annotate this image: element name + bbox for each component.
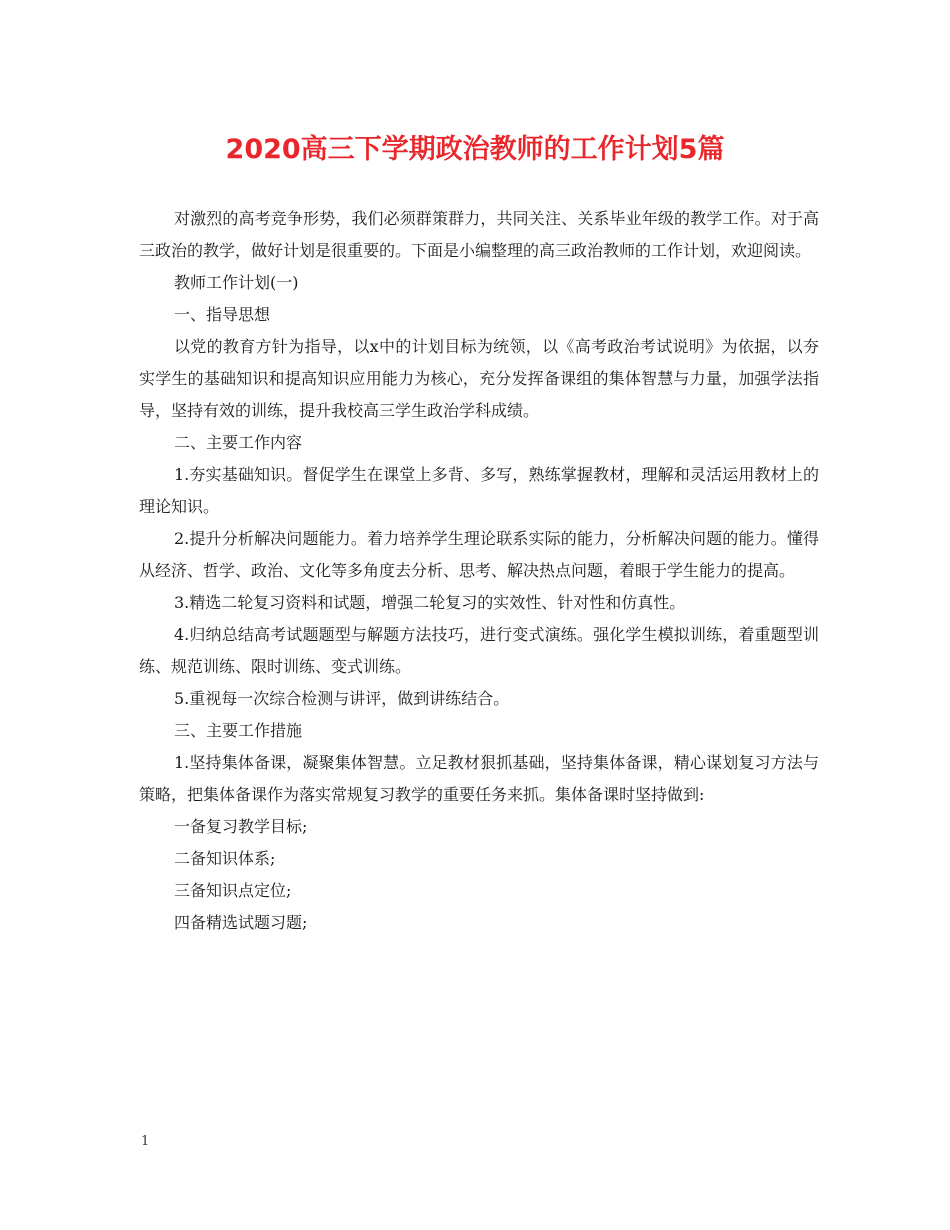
paragraph-intro: 对激烈的高考竞争形势，我们必须群策群力，共同关注、关系毕业年级的教学工作。对于高三政治的教学，做好计划是很重要的。下面是小编整理的高三政治教师的工作计划，欢迎阅读。 xyxy=(139,209,819,260)
list-item-prep-4: 四备精选试题习题; xyxy=(174,913,308,932)
page-number: 1 xyxy=(141,1134,150,1149)
paragraph-guiding-thought: 以党的教育方针为指导，以x中的计划目标为统领，以《高考政治考试说明》为依据，以夯实学生的基础知识和提高知识应用能力为核心，充分发挥备课组的集体智慧与力量，加强学法指导，坚持有效的训练，提升我校高三学生政治学科成绩。 xyxy=(139,337,819,420)
list-item-content-1: 1.夯实基础知识。督促学生在课堂上多背、多写，熟练掌握教材，理解和灵活运用教材上的理论知识。 xyxy=(139,465,819,516)
list-item-content-3: 3.精选二轮复习资料和试题，增强二轮复习的实效性、针对性和仿真性。 xyxy=(174,593,686,612)
document-body xyxy=(139,203,819,939)
list-item-content-2: 2.提升分析解决问题能力。着力培养学生理论联系实际的能力，分析解决问题的能力。懂得从经济、哲学、政治、文化等多角度去分析、思考、解决热点问题，着眼于学生能力的提高。 xyxy=(139,529,819,580)
section-heading-guiding-thought: 一、指导思想 xyxy=(174,305,271,324)
section-heading-measures: 三、主要工作措施 xyxy=(174,721,303,740)
document-title: 2020高三下学期政治教师的工作计划5篇 xyxy=(225,134,725,165)
list-item-content-4: 4.归纳总结高考试题题型与解题方法技巧，进行变式演练。强化学生模拟训练，着重题型训练、规范训练、限时训练、变式训练。 xyxy=(139,625,819,676)
list-item-prep-3: 三备知识点定位; xyxy=(174,881,292,900)
list-item-prep-2: 二备知识体系; xyxy=(174,849,276,868)
list-item-prep-1: 一备复习教学目标; xyxy=(174,817,308,836)
section-heading-plan-1: 教师工作计划(一) xyxy=(174,273,299,292)
list-item-content-5: 5.重视每一次综合检测与讲评，做到讲练结合。 xyxy=(174,689,510,708)
list-item-measure-1: 1.坚持集体备课，凝聚集体智慧。立足教材狠抓基础，坚持集体备课，精心谋划复习方法与策略，把集体备课作为落实常规复习教学的重要任务来抓。集体备课时坚持做到: xyxy=(139,753,819,804)
section-heading-main-content: 二、主要工作内容 xyxy=(174,433,303,452)
